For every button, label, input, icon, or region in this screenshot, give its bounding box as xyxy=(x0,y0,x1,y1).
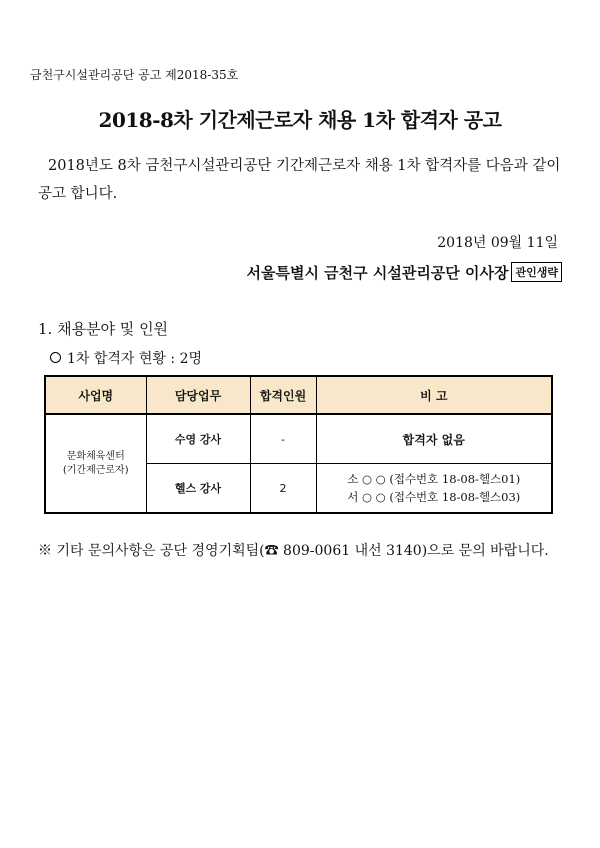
subsection-text: 1차 합격자 현황 : 2명 xyxy=(67,351,202,367)
header-duty: 담당업무 xyxy=(146,376,250,414)
issuer-line xyxy=(246,262,562,283)
duty-cell: 수영 강사 xyxy=(146,414,250,464)
duty-cell: 헬스 강사 xyxy=(146,464,250,514)
notice-number: 금천구시설관리공단 공고 제2018-35호 xyxy=(30,68,239,82)
dept-cell xyxy=(45,414,146,513)
circle-bullet-icon xyxy=(50,352,61,363)
subsection-heading xyxy=(50,348,202,368)
candidate-1: 소 ○ ○ (접수번호 18-08-헬스01) xyxy=(347,472,521,486)
dept-line1: 문화체육센터 xyxy=(66,450,125,462)
note-cell xyxy=(316,464,552,514)
count-cell: 2 xyxy=(250,464,316,514)
section-heading: 1. 채용분야 및 인원 xyxy=(38,320,169,338)
results-table xyxy=(44,375,553,514)
header-note: 비 고 xyxy=(316,376,552,414)
page-title: 2018-8차 기간제근로자 채용 1차 합격자 공고 xyxy=(98,108,502,132)
announcement-date: 2018년 09월 11일 xyxy=(437,235,558,251)
issuer-name: 서울특별시 금천구 시설관리공단 이사장 xyxy=(246,264,509,282)
footer-note: ※ 기타 문의사항은 공단 경영기획팀(☎ 809-0061 내선 3140)으로 문의 바랍니다. xyxy=(38,543,549,559)
header-dept: 사업명 xyxy=(45,376,146,414)
table-header-row xyxy=(45,376,552,414)
table-row xyxy=(45,414,552,464)
seal-omitted-badge: 관인생략 xyxy=(511,262,562,282)
dept-line2: (기간제근로자) xyxy=(62,464,129,476)
announcement-body: 2018년도 8차 금천구시설관리공단 기간제근로자 채용 1차 합격자를 다음과 같이 공고 합니다. xyxy=(38,158,561,202)
note-cell: 합격자 없음 xyxy=(316,414,552,464)
count-cell: - xyxy=(250,414,316,464)
header-count: 합격인원 xyxy=(250,376,316,414)
candidate-2: 서 ○ ○ (접수번호 18-08-헬스03) xyxy=(347,490,521,504)
